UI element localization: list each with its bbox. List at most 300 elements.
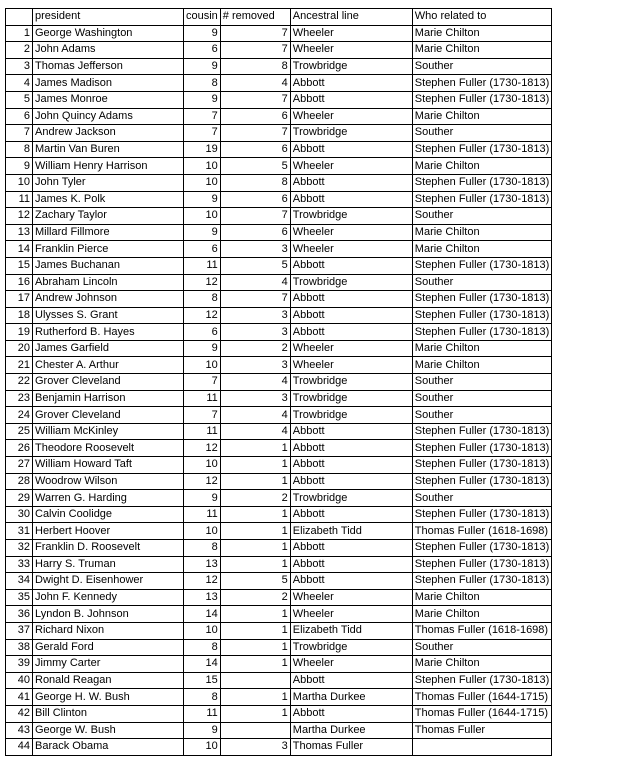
header-ancestral-line: Ancestral line: [290, 9, 412, 26]
president-cell: George H. W. Bush: [33, 689, 184, 706]
president-cell: Andrew Johnson: [33, 291, 184, 308]
ancestral-line-cell: Wheeler: [290, 241, 412, 258]
blank-cell: [552, 257, 614, 274]
cousin-cell: 13: [184, 556, 221, 573]
related-to-cell: Marie Chilton: [412, 357, 552, 374]
index-cell: 17: [6, 291, 33, 308]
table-row: [6, 91, 614, 108]
removed-cell: 8: [220, 174, 290, 191]
blank-cell: [552, 374, 614, 391]
index-cell: 26: [6, 440, 33, 457]
table-row: [6, 606, 614, 623]
blank-cell: [552, 656, 614, 673]
related-to-cell: Marie Chilton: [412, 589, 552, 606]
index-cell: 43: [6, 722, 33, 739]
related-to-cell: Marie Chilton: [412, 656, 552, 673]
ancestral-line-cell: Trowbridge: [290, 58, 412, 75]
cousin-cell: 7: [184, 374, 221, 391]
related-to-cell: Stephen Fuller (1730-1813): [412, 672, 552, 689]
removed-cell: 2: [220, 490, 290, 507]
president-cell: William Howard Taft: [33, 457, 184, 474]
president-cell: Dwight D. Eisenhower: [33, 573, 184, 590]
blank-cell: [552, 291, 614, 308]
removed-cell: 7: [220, 208, 290, 225]
blank-cell: [552, 158, 614, 175]
related-to-cell: Thomas Fuller (1644-1715): [412, 705, 552, 722]
table-row: [6, 622, 614, 639]
index-cell: 6: [6, 108, 33, 125]
index-cell: 13: [6, 224, 33, 241]
cousin-cell: 10: [184, 208, 221, 225]
president-cell: Barack Obama: [33, 739, 184, 756]
president-cell: Grover Cleveland: [33, 374, 184, 391]
removed-cell: 6: [220, 224, 290, 241]
related-to-cell: Marie Chilton: [412, 606, 552, 623]
cousin-cell: 12: [184, 307, 221, 324]
index-cell: 27: [6, 457, 33, 474]
cousin-cell: 8: [184, 291, 221, 308]
blank-cell: [552, 589, 614, 606]
removed-cell: 3: [220, 390, 290, 407]
table-row: [6, 75, 614, 92]
related-to-cell: Marie Chilton: [412, 158, 552, 175]
related-to-cell: Stephen Fuller (1730-1813): [412, 506, 552, 523]
removed-cell: 7: [220, 125, 290, 142]
removed-cell: 8: [220, 58, 290, 75]
removed-cell: 1: [220, 506, 290, 523]
blank-cell: [552, 540, 614, 557]
index-cell: 4: [6, 75, 33, 92]
ancestral-line-cell: Elizabeth Tidd: [290, 523, 412, 540]
removed-cell: 1: [220, 705, 290, 722]
related-to-cell: Souther: [412, 125, 552, 142]
index-cell: 29: [6, 490, 33, 507]
table-row: [6, 174, 614, 191]
removed-cell: 1: [220, 656, 290, 673]
index-cell: 38: [6, 639, 33, 656]
table-row: [6, 241, 614, 258]
ancestral-line-cell: Wheeler: [290, 656, 412, 673]
ancestral-line-cell: Abbott: [290, 473, 412, 490]
ancestral-line-cell: Martha Durkee: [290, 689, 412, 706]
cousin-cell: 9: [184, 722, 221, 739]
related-to-cell: Stephen Fuller (1730-1813): [412, 291, 552, 308]
index-cell: 15: [6, 257, 33, 274]
table-body: [6, 9, 614, 756]
president-cell: Franklin D. Roosevelt: [33, 540, 184, 557]
cousin-cell: 11: [184, 423, 221, 440]
table-row: [6, 125, 614, 142]
table-row: [6, 672, 614, 689]
related-to-cell: Stephen Fuller (1730-1813): [412, 257, 552, 274]
table-row: [6, 374, 614, 391]
cousin-cell: 8: [184, 639, 221, 656]
removed-cell: 5: [220, 257, 290, 274]
cousin-cell: 8: [184, 689, 221, 706]
index-cell: 34: [6, 573, 33, 590]
ancestral-line-cell: Trowbridge: [290, 639, 412, 656]
blank-cell: [552, 622, 614, 639]
index-cell: 7: [6, 125, 33, 142]
cousin-cell: 9: [184, 91, 221, 108]
related-to-cell: Souther: [412, 390, 552, 407]
table-row: [6, 556, 614, 573]
removed-cell: 2: [220, 589, 290, 606]
removed-cell: 1: [220, 622, 290, 639]
ancestral-line-cell: Martha Durkee: [290, 722, 412, 739]
related-to-cell: Stephen Fuller (1730-1813): [412, 423, 552, 440]
related-to-cell: Souther: [412, 374, 552, 391]
index-cell: 41: [6, 689, 33, 706]
related-to-cell: Souther: [412, 639, 552, 656]
table-row: [6, 257, 614, 274]
cousin-cell: 9: [184, 490, 221, 507]
ancestral-line-cell: Wheeler: [290, 224, 412, 241]
blank-cell: [552, 141, 614, 158]
removed-cell: 7: [220, 25, 290, 42]
ancestral-line-cell: Elizabeth Tidd: [290, 622, 412, 639]
table-row: [6, 473, 614, 490]
related-to-cell: Marie Chilton: [412, 241, 552, 258]
ancestral-line-cell: Abbott: [290, 307, 412, 324]
president-cell: Grover Cleveland: [33, 407, 184, 424]
president-cell: Bill Clinton: [33, 705, 184, 722]
president-cell: Benjamin Harrison: [33, 390, 184, 407]
cousin-cell: 10: [184, 174, 221, 191]
cousin-cell: 6: [184, 324, 221, 341]
blank-cell: [552, 340, 614, 357]
president-cell: John Quincy Adams: [33, 108, 184, 125]
related-to-cell: Stephen Fuller (1730-1813): [412, 573, 552, 590]
table-row: [6, 307, 614, 324]
ancestral-line-cell: Wheeler: [290, 340, 412, 357]
president-cell: John Tyler: [33, 174, 184, 191]
blank-cell: [552, 722, 614, 739]
president-cell: Harry S. Truman: [33, 556, 184, 573]
cousin-cell: 9: [184, 224, 221, 241]
index-cell: 39: [6, 656, 33, 673]
cousin-cell: 7: [184, 108, 221, 125]
index-cell: 18: [6, 307, 33, 324]
index-cell: 40: [6, 672, 33, 689]
ancestral-line-cell: Trowbridge: [290, 208, 412, 225]
ancestral-line-cell: Abbott: [290, 440, 412, 457]
index-cell: 11: [6, 191, 33, 208]
related-to-cell: Stephen Fuller (1730-1813): [412, 307, 552, 324]
table-row: [6, 158, 614, 175]
cousin-cell: 12: [184, 573, 221, 590]
blank-cell: [552, 357, 614, 374]
ancestral-line-cell: Wheeler: [290, 357, 412, 374]
related-to-cell: Souther: [412, 208, 552, 225]
removed-cell: 1: [220, 540, 290, 557]
table-row: [6, 689, 614, 706]
ancestral-line-cell: Abbott: [290, 91, 412, 108]
cousin-cell: 8: [184, 75, 221, 92]
table-row: [6, 457, 614, 474]
index-cell: 16: [6, 274, 33, 291]
index-cell: 23: [6, 390, 33, 407]
index-cell: 10: [6, 174, 33, 191]
table-row: [6, 58, 614, 75]
related-to-cell: Stephen Fuller (1730-1813): [412, 191, 552, 208]
blank-cell: [552, 25, 614, 42]
cousin-cell: 10: [184, 457, 221, 474]
index-cell: 33: [6, 556, 33, 573]
table-row: [6, 407, 614, 424]
president-cell: Martin Van Buren: [33, 141, 184, 158]
removed-cell: 1: [220, 606, 290, 623]
blank-cell: [552, 490, 614, 507]
removed-cell: 1: [220, 473, 290, 490]
removed-cell: 1: [220, 639, 290, 656]
index-cell: 12: [6, 208, 33, 225]
table-row: [6, 490, 614, 507]
table-row: [6, 25, 614, 42]
ancestral-line-cell: Abbott: [290, 540, 412, 557]
ancestral-line-cell: Wheeler: [290, 25, 412, 42]
index-cell: 20: [6, 340, 33, 357]
related-to-cell: Marie Chilton: [412, 340, 552, 357]
removed-cell: 3: [220, 357, 290, 374]
removed-cell: 4: [220, 407, 290, 424]
related-to-cell: Marie Chilton: [412, 108, 552, 125]
blank-cell: [552, 241, 614, 258]
index-cell: 28: [6, 473, 33, 490]
related-to-cell: Stephen Fuller (1730-1813): [412, 75, 552, 92]
index-cell: 5: [6, 91, 33, 108]
index-cell: 3: [6, 58, 33, 75]
removed-cell: 3: [220, 241, 290, 258]
president-cell: Franklin Pierce: [33, 241, 184, 258]
index-cell: 31: [6, 523, 33, 540]
related-to-cell: Thomas Fuller (1618-1698): [412, 523, 552, 540]
cousin-cell: 11: [184, 390, 221, 407]
president-cell: James Madison: [33, 75, 184, 92]
ancestral-line-cell: Abbott: [290, 141, 412, 158]
ancestral-line-cell: Trowbridge: [290, 407, 412, 424]
index-cell: 25: [6, 423, 33, 440]
related-to-cell: Stephen Fuller (1730-1813): [412, 91, 552, 108]
index-cell: 42: [6, 705, 33, 722]
table-row: [6, 208, 614, 225]
president-cell: George Washington: [33, 25, 184, 42]
cousin-cell: 7: [184, 407, 221, 424]
presidents-cousins-table: [5, 8, 614, 756]
ancestral-line-cell: Trowbridge: [290, 374, 412, 391]
president-cell: James K. Polk: [33, 191, 184, 208]
cousin-cell: 11: [184, 506, 221, 523]
removed-cell: 6: [220, 108, 290, 125]
table-row: [6, 705, 614, 722]
blank-cell: [552, 324, 614, 341]
ancestral-line-cell: Trowbridge: [290, 490, 412, 507]
cousin-cell: 13: [184, 589, 221, 606]
removed-cell: 4: [220, 423, 290, 440]
table-row: [6, 390, 614, 407]
president-cell: Ronald Reagan: [33, 672, 184, 689]
ancestral-line-cell: Abbott: [290, 174, 412, 191]
index-cell: 22: [6, 374, 33, 391]
removed-cell: 4: [220, 274, 290, 291]
removed-cell: 1: [220, 556, 290, 573]
removed-cell: 6: [220, 141, 290, 158]
president-cell: Jimmy Carter: [33, 656, 184, 673]
ancestral-line-cell: Abbott: [290, 672, 412, 689]
related-to-cell: Stephen Fuller (1730-1813): [412, 324, 552, 341]
ancestral-line-cell: Trowbridge: [290, 390, 412, 407]
related-to-cell: Souther: [412, 407, 552, 424]
index-cell: 35: [6, 589, 33, 606]
table-row: [6, 523, 614, 540]
table-row: [6, 357, 614, 374]
blank-cell: [552, 573, 614, 590]
cousin-cell: 6: [184, 241, 221, 258]
blank-cell: [552, 208, 614, 225]
removed-cell: 4: [220, 374, 290, 391]
president-cell: Richard Nixon: [33, 622, 184, 639]
blank-cell: [552, 274, 614, 291]
related-to-cell: Stephen Fuller (1730-1813): [412, 457, 552, 474]
cousin-cell: 11: [184, 257, 221, 274]
president-cell: James Monroe: [33, 91, 184, 108]
cousin-cell: 8: [184, 540, 221, 557]
president-cell: William Henry Harrison: [33, 158, 184, 175]
cousin-cell: 10: [184, 523, 221, 540]
cousin-cell: 11: [184, 705, 221, 722]
cousin-cell: 12: [184, 473, 221, 490]
table-row: [6, 573, 614, 590]
index-cell: 37: [6, 622, 33, 639]
ancestral-line-cell: Abbott: [290, 457, 412, 474]
president-cell: John F. Kennedy: [33, 589, 184, 606]
table-row: [6, 324, 614, 341]
president-cell: George W. Bush: [33, 722, 184, 739]
president-cell: Ulysses S. Grant: [33, 307, 184, 324]
removed-cell: 1: [220, 457, 290, 474]
header-cousin: cousin: [184, 9, 221, 26]
index-cell: 1: [6, 25, 33, 42]
table-row: [6, 224, 614, 241]
cousin-cell: 19: [184, 141, 221, 158]
related-to-cell: Stephen Fuller (1730-1813): [412, 174, 552, 191]
header-removed: # removed: [220, 9, 290, 26]
cousin-cell: 14: [184, 606, 221, 623]
related-to-cell: Souther: [412, 274, 552, 291]
cousin-cell: 10: [184, 158, 221, 175]
index-cell: 36: [6, 606, 33, 623]
blank-cell: [552, 108, 614, 125]
header-president: president: [33, 9, 184, 26]
ancestral-line-cell: Wheeler: [290, 158, 412, 175]
ancestral-line-cell: Wheeler: [290, 589, 412, 606]
index-cell: 32: [6, 540, 33, 557]
removed-cell: 5: [220, 158, 290, 175]
table-row: [6, 656, 614, 673]
index-cell: 8: [6, 141, 33, 158]
index-cell: 21: [6, 357, 33, 374]
president-cell: William McKinley: [33, 423, 184, 440]
president-cell: Thomas Jefferson: [33, 58, 184, 75]
removed-cell: 4: [220, 75, 290, 92]
cousin-cell: 12: [184, 440, 221, 457]
president-cell: Chester A. Arthur: [33, 357, 184, 374]
related-to-cell: Souther: [412, 58, 552, 75]
president-cell: Andrew Jackson: [33, 125, 184, 142]
related-to-cell: Thomas Fuller (1618-1698): [412, 622, 552, 639]
blank-cell: [552, 75, 614, 92]
ancestral-line-cell: Abbott: [290, 705, 412, 722]
president-cell: John Adams: [33, 42, 184, 59]
removed-cell: 7: [220, 42, 290, 59]
president-cell: Theodore Roosevelt: [33, 440, 184, 457]
table-row: [6, 440, 614, 457]
related-to-cell: [412, 739, 552, 756]
ancestral-line-cell: Wheeler: [290, 606, 412, 623]
ancestral-line-cell: Abbott: [290, 324, 412, 341]
table-row: [6, 291, 614, 308]
removed-cell: 3: [220, 739, 290, 756]
header-who-related-to: Who related to: [412, 9, 552, 26]
cousin-cell: 9: [184, 340, 221, 357]
blank-cell: [552, 307, 614, 324]
blank-cell: [552, 174, 614, 191]
cousin-cell: 12: [184, 274, 221, 291]
table-row: [6, 340, 614, 357]
ancestral-line-cell: Thomas Fuller: [290, 739, 412, 756]
blank-cell: [552, 739, 614, 756]
blank-cell: [552, 689, 614, 706]
blank-cell: [552, 639, 614, 656]
removed-cell: 2: [220, 340, 290, 357]
table-row: [6, 722, 614, 739]
table-row: [6, 639, 614, 656]
blank-cell: [552, 390, 614, 407]
ancestral-line-cell: Abbott: [290, 423, 412, 440]
header-row: [6, 9, 614, 26]
president-cell: Woodrow Wilson: [33, 473, 184, 490]
removed-cell: 1: [220, 440, 290, 457]
blank-cell: [552, 705, 614, 722]
president-cell: Warren G. Harding: [33, 490, 184, 507]
index-cell: 24: [6, 407, 33, 424]
blank-cell: [552, 473, 614, 490]
blank-cell: [552, 523, 614, 540]
president-cell: Gerald Ford: [33, 639, 184, 656]
table-row: [6, 739, 614, 756]
index-cell: 30: [6, 506, 33, 523]
related-to-cell: Stephen Fuller (1730-1813): [412, 556, 552, 573]
ancestral-line-cell: Wheeler: [290, 42, 412, 59]
ancestral-line-cell: Wheeler: [290, 108, 412, 125]
removed-cell: 3: [220, 324, 290, 341]
removed-cell: 7: [220, 291, 290, 308]
cousin-cell: 10: [184, 622, 221, 639]
blank-cell: [552, 556, 614, 573]
table-row: [6, 42, 614, 59]
blank-cell: [552, 91, 614, 108]
blank-cell: [552, 191, 614, 208]
related-to-cell: Thomas Fuller (1644-1715): [412, 689, 552, 706]
blank-cell: [552, 423, 614, 440]
president-cell: Millard Fillmore: [33, 224, 184, 241]
blank-cell: [552, 606, 614, 623]
index-cell: 19: [6, 324, 33, 341]
president-cell: Abraham Lincoln: [33, 274, 184, 291]
related-to-cell: Marie Chilton: [412, 224, 552, 241]
removed-cell: 6: [220, 191, 290, 208]
blank-cell: [552, 506, 614, 523]
